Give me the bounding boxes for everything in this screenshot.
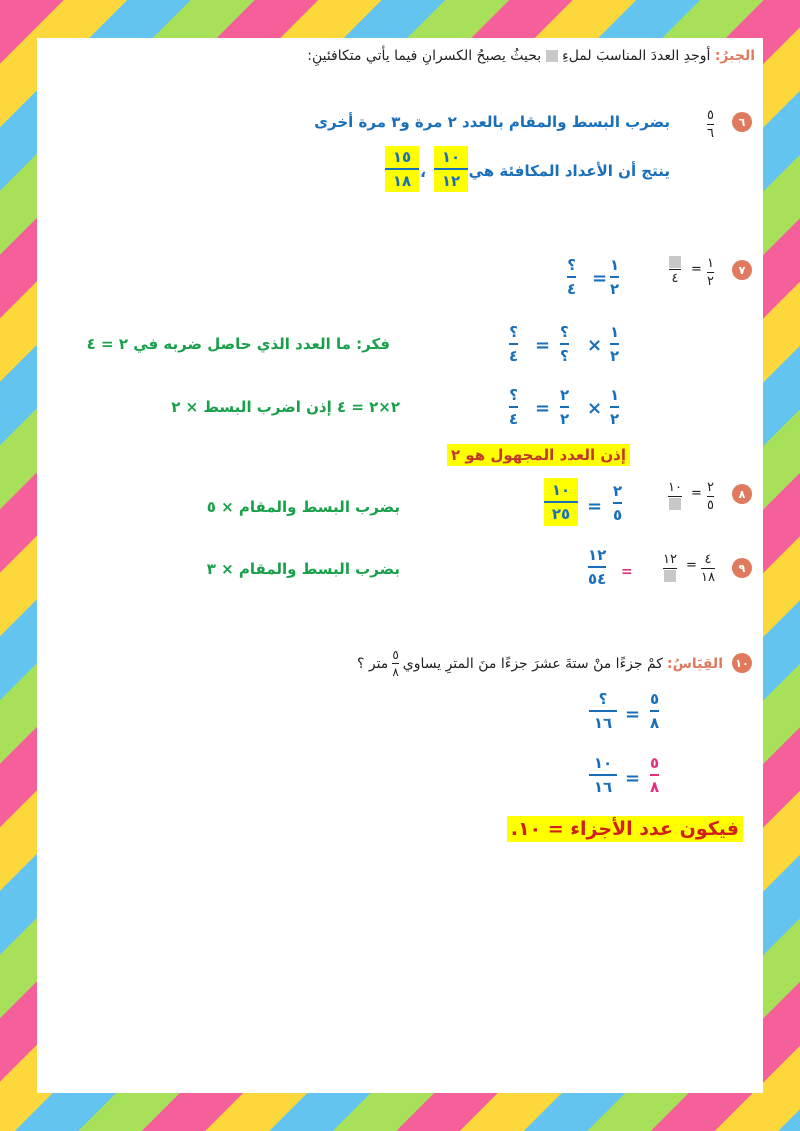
q10-row1-left-num: ٥ xyxy=(650,690,660,708)
q6-given-den: ٦ xyxy=(707,126,714,141)
q7-row1-right-den: ٤ xyxy=(567,280,577,298)
q7-given-fraction xyxy=(707,256,714,289)
q7-target-den: ٤ xyxy=(671,271,679,286)
q6-given-num: ٥ xyxy=(707,108,714,123)
q10-answer: فيكون عدد الأجزاء = ١٠. xyxy=(507,816,743,842)
q8-target-fraction xyxy=(668,480,682,510)
q10-text-before: كمْ جزءًا منْ ستةَ عشرَ جزءًا منَ المترِ يساوي xyxy=(402,655,663,672)
q7-given-eq: = xyxy=(691,262,702,277)
q6-answer-2-den: ١٨ xyxy=(392,172,412,190)
q6-answer-1-num: ١٠ xyxy=(441,148,461,166)
q10-text-after: متر ؟ xyxy=(356,655,389,672)
q7-row2-eq: = xyxy=(535,335,551,356)
q7-row1-eq: = xyxy=(592,268,608,289)
question-10-badge: ١٠ xyxy=(732,653,752,673)
q6-answer-2-num: ١٥ xyxy=(392,148,412,166)
q6-answer-1-den: ١٢ xyxy=(441,172,461,190)
question-6-badge: ٦ xyxy=(732,112,752,132)
q8-target-num: ١٠ xyxy=(668,480,682,495)
q7-row2-mid-num: ؟ xyxy=(560,323,569,341)
q7-row3-left-den: ٢ xyxy=(610,410,620,428)
question-7-badge: ٧ xyxy=(732,260,752,280)
q7-row2-left-den: ٢ xyxy=(610,347,620,365)
q10-row2-right-den: ١٦ xyxy=(593,778,613,796)
q10-inline-num: ٥ xyxy=(392,648,399,662)
question-8-badge: ٨ xyxy=(732,484,752,504)
header-label: الجبرُ: xyxy=(714,48,755,64)
q6-answer-1 xyxy=(434,146,468,192)
q10-row1-right-num: ؟ xyxy=(598,690,608,708)
q7-row1-left-num: ١ xyxy=(610,256,620,274)
q10-row2-right xyxy=(589,754,617,796)
q7-row2-left xyxy=(610,323,619,365)
q7-row3-right-num: ؟ xyxy=(509,386,518,404)
q7-row2-left-num: ١ xyxy=(610,323,620,341)
q7-row3-left-num: ١ xyxy=(610,386,620,404)
q9-given-eq: = xyxy=(686,558,697,573)
q7-step3-text: ٢×٢ = ٤ إذن اضرب البسط × ٢ xyxy=(171,398,400,416)
q9-given-num: ٤ xyxy=(704,552,712,567)
q9-eq: = xyxy=(621,564,633,580)
q7-row3-mid xyxy=(560,386,569,428)
q6-given-fraction xyxy=(707,108,714,141)
q7-row3-right xyxy=(509,386,518,428)
q7-row1-right-num: ؟ xyxy=(567,256,576,274)
q9-answer-den: ٥٤ xyxy=(588,570,607,588)
q8-text: بضرب البسط والمقام × ٥ xyxy=(206,498,400,516)
q7-row2-right xyxy=(509,323,518,365)
q7-row3-left xyxy=(610,386,619,428)
q7-conclusion: إذن العدد المجهول هو ٢ xyxy=(447,444,630,466)
q10-inline-den: ٨ xyxy=(392,665,399,679)
q7-given-num: ١ xyxy=(707,256,714,271)
blank-box-icon xyxy=(669,498,681,510)
q10-label: القِيَاسُ: xyxy=(666,655,723,672)
q8-given-eq: = xyxy=(691,486,702,501)
q10-row1-eq: = xyxy=(625,704,641,725)
q7-row1-left-den: ٢ xyxy=(610,280,620,298)
q10-question xyxy=(357,648,723,679)
blank-box-icon xyxy=(664,570,676,582)
q10-row1-right xyxy=(589,690,617,732)
blank-box-icon xyxy=(669,256,681,268)
q9-given-den: ١٨ xyxy=(701,570,715,585)
q9-target-num: ١٢ xyxy=(663,552,677,567)
q6-explanation-line2: ينتج أن الأعداد المكافئة هي xyxy=(468,162,670,180)
q8-given-num: ٢ xyxy=(707,480,714,495)
q10-row2-eq: = xyxy=(625,768,641,789)
q10-row1-left xyxy=(650,690,659,732)
blank-box-icon xyxy=(546,50,558,62)
q9-text: بضرب البسط والمقام × ٣ xyxy=(206,560,400,578)
q8-answer-den: ٢٥ xyxy=(551,505,571,523)
question-9-badge: ٩ xyxy=(732,558,752,578)
q7-row3-mid-den: ٢ xyxy=(560,410,570,428)
q10-inline-fraction xyxy=(392,648,398,679)
q8-work-num: ٢ xyxy=(613,482,623,500)
q6-answer-2 xyxy=(385,146,419,192)
header-text-before: أوجدِ العددَ المناسبَ لملءِ xyxy=(562,48,711,64)
q7-row3-right-den: ٤ xyxy=(509,410,519,428)
q8-answer xyxy=(544,478,578,526)
q8-given-fraction xyxy=(707,480,714,513)
q10-row2-left xyxy=(650,754,659,796)
q9-given-fraction xyxy=(701,552,715,585)
q7-row2-mid xyxy=(560,323,569,365)
q7-row2-right-num: ؟ xyxy=(509,323,518,341)
q7-row2-mid-den: ؟ xyxy=(560,347,569,365)
worksheet-page xyxy=(37,38,763,1093)
q6-separator: ، xyxy=(420,162,427,181)
header-instruction xyxy=(307,48,755,64)
q8-work-den: ٥ xyxy=(613,506,623,524)
q7-think-text: فكر: ما العدد الذي حاصل ضربه في ٢ = ٤ xyxy=(86,335,390,353)
q8-work-fraction xyxy=(613,482,622,524)
q8-answer-num: ١٠ xyxy=(551,481,571,499)
q8-given-den: ٥ xyxy=(707,498,714,513)
q7-row3-eq: = xyxy=(535,398,551,419)
q10-row1-left-den: ٨ xyxy=(650,714,660,732)
q7-row3-times: × xyxy=(587,398,603,419)
q8-eq: = xyxy=(587,496,603,517)
q7-row2-times: × xyxy=(587,335,603,356)
q7-row2-right-den: ٤ xyxy=(509,347,519,365)
q7-row1-right xyxy=(567,256,576,298)
q10-row1-right-den: ١٦ xyxy=(593,714,613,732)
q10-row2-left-den: ٨ xyxy=(650,778,660,796)
q7-row3-mid-num: ٢ xyxy=(560,386,570,404)
q7-row1-left xyxy=(610,256,619,298)
q9-answer-num: ١٢ xyxy=(588,546,607,564)
q6-explanation-line1: بضرب البسط والمقام بالعدد ٢ مرة و٣ مرة أخرى xyxy=(314,113,670,131)
q7-given-den: ٢ xyxy=(707,274,714,289)
q9-target-fraction xyxy=(663,552,677,582)
header-text-after: بحيثُ يصبحُ الكسرانِ فيما يأتي متكافئينِ: xyxy=(307,48,542,64)
q9-answer xyxy=(588,546,606,588)
q10-row2-right-num: ١٠ xyxy=(593,754,613,772)
q10-row2-left-num: ٥ xyxy=(650,754,660,772)
q7-target-fraction xyxy=(669,256,681,286)
